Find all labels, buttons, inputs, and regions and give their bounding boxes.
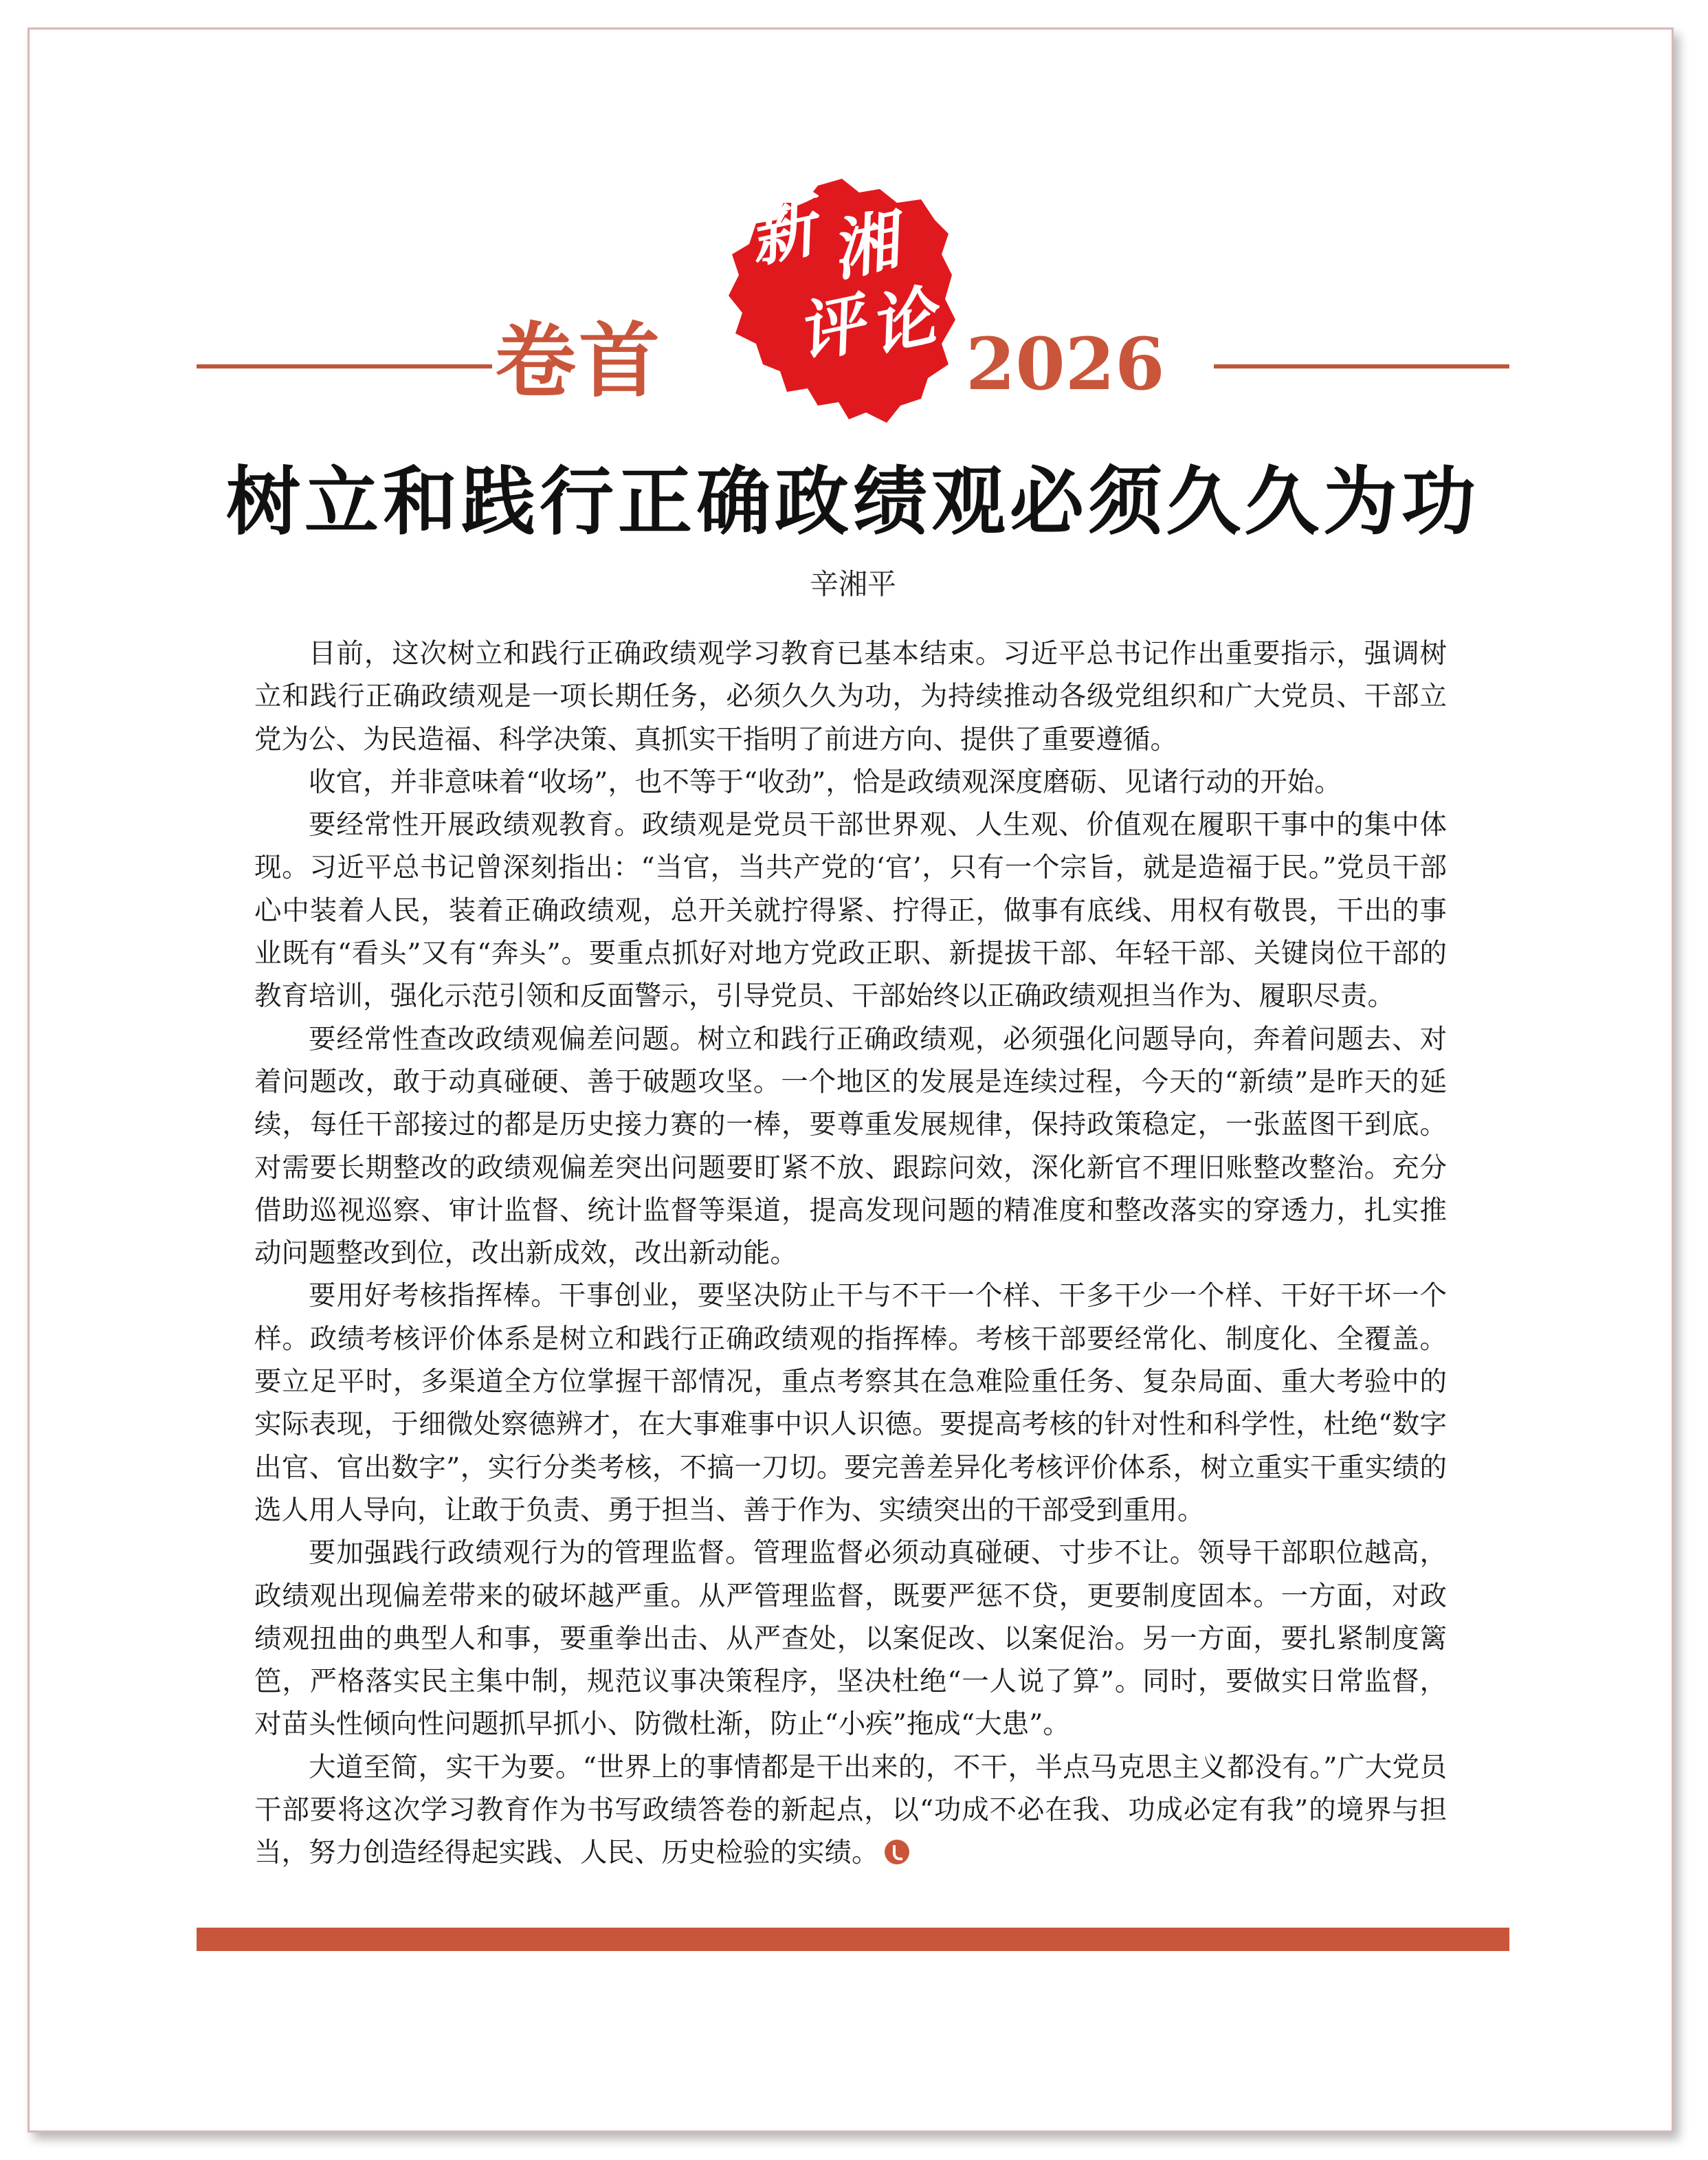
paragraph: 要用好考核指挥棒。干事创业，要坚决防止干与不干一个样、干多干少一个样、干好干坏一个样。政绩考核评价体系是树立和践行正确政绩观的指挥棒。考核干部要经常化、制度化、全覆盖。要立足平时，多渠道全方位掌握干部情况，重点考察其在急难险重任务、复杂局面、重大考验中的实际表现，于细微处察德辨才，在大事难事中识人识德。要提高考核的针对性和科学性，杜绝“数字出官、官出数字”，实行分类考核，不搞一刀切。要完善差异化考核评价体系，树立重实干重实绩的选人用人导向，让敢于负责、勇于担当、善于作为、实绩突出的干部受到重用。: [254, 1280, 1447, 1526]
end-mark-icon: [885, 1840, 909, 1864]
logo-wordmark: [742, 187, 949, 406]
header-rule-left: [197, 364, 492, 368]
footer-bar: [197, 1928, 1509, 1951]
article-title: 树立和践行正确政绩观必须久久为功: [225, 459, 1480, 545]
logo-char-4: 论: [862, 276, 943, 366]
paragraph: 要加强践行政绩观行为的管理监督。管理监督必须动真碰硬、寸步不让。领导干部职位越高，政绩观出现偏差带来的破坏越严重。从严管理监督，既要严惩不贷，更要制度固本。一方面，对政绩观扭曲的典型人和事，要重拳出击、从严查处，以案促改、以案促治。另一方面，要扎紧制度篱笆，严格落实民主集中制，规范议事决策程序，坚决杜绝“一人说了算”。同时，要做实日常监督，对苗头性倾向性问题抓早抓小、防微杜渐，防止“小疾”拖成“大患”。: [254, 1537, 1447, 1741]
issue-year: 2026: [966, 322, 1165, 406]
article-author: 辛湘平: [809, 567, 896, 601]
article-body: [254, 632, 1447, 1875]
logo-char-1: 新: [742, 187, 823, 277]
paragraph-last: [254, 1746, 1447, 1875]
paragraph-last-text: 大道至简，实干为要。“世界上的事情都是干出来的，不干，半点马克思主义都没有。”广大党员干部要将这次学习教育作为书写政绩答卷的新起点，以“功成不必在我、功成必定有我”的境界与担当，努力创造经得起实践、人民、历史检验的实绩。: [254, 1751, 1447, 1869]
logo-char-2: 湘: [824, 201, 905, 291]
paragraph: 目前，这次树立和践行正确政绩观学习教育已基本结束。习近平总书记作出重要指示，强调树立和践行正确政绩观是一项长期任务，必须久久为功，为持续推动各级党组织和广大党员、干部立党为公、为民造福、科学决策、真抓实干指明了前进方向、提供了重要遵循。: [254, 638, 1447, 756]
paragraph: 要经常性查改政绩观偏差问题。树立和践行正确政绩观，必须强化问题导向，奔着问题去、对着问题改，敢于动真碰硬、善于破题攻坚。一个地区的发展是连续过程，今天的“新绩”是昨天的延续，每任干部接过的都是历史接力赛的一棒，要尊重发展规律，保持政策稳定，一张蓝图干到底。对需要长期整改的政绩观偏差突出问题要盯紧不放、跟踪问效，深化新官不理旧账整改整治。充分借助巡视巡察、审计监督、统计监督等渠道，提高发现问题的精准度和整改落实的穿透力，扎实推动问题整改到位，改出新成效，改出新动能。: [254, 1023, 1447, 1270]
paragraph: 收官，并非意味着“收场”，也不等于“收劲”，恰是政绩观深度磨砺、见诸行动的开始。: [309, 766, 1342, 798]
paragraph: 要经常性开展政绩观教育。政绩观是党员干部世界观、人生观、价值观在履职干事中的集中体现。习近平总书记曾深刻指出：“当官，当共产党的‘官’，只有一个宗旨，就是造福于民。”党员干部心中装着人民，装着正确政绩观，总开关就拧得紧、拧得正，做事有底线、用权有敬畏，干出的事业既有“看头”又有“奔头”。要重点抓好对地方党政正职、新提拔干部、年轻干部、关键岗位干部的教育培训，强化示范引领和反面警示，引导党员、干部始终以正确政绩观担当作为、履职尽责。: [254, 809, 1447, 1013]
header-rule-right: [1214, 364, 1509, 368]
section-label: 卷首: [495, 313, 663, 408]
logo-char-3: 评: [790, 283, 871, 373]
